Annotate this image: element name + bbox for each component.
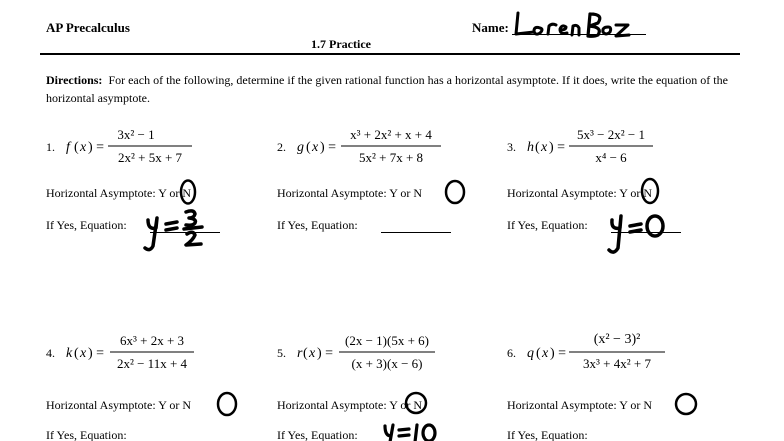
problem-2-circle-no: [442, 178, 468, 206]
worksheet-subtitle: 1.7 Practice: [311, 37, 371, 51]
name-label: Name:: [472, 20, 509, 35]
problem-1-function: [46, 124, 226, 170]
svg-text:3.: 3.: [507, 140, 516, 154]
svg-text:(x + 3)(x − 6): (x + 3)(x − 6): [351, 356, 423, 371]
svg-text:(: (: [536, 346, 541, 361]
problem-6-equation-label: If Yes, Equation:: [507, 428, 588, 441]
problem-2-ha-label: Horizontal Asymptote: Y or N: [277, 186, 423, 200]
problem-5-circle-yes: [402, 390, 430, 418]
svg-text:2.: 2.: [277, 140, 286, 154]
svg-text:3x² − 1: 3x² − 1: [117, 127, 155, 142]
problem-4-function: [46, 330, 236, 376]
problem-3-function: [507, 124, 687, 170]
svg-text:) =: ) =: [317, 346, 334, 361]
problem-5-answer-handwriting: [382, 422, 446, 441]
svg-text:g: g: [297, 140, 304, 155]
svg-text:x: x: [312, 140, 319, 155]
problem-2-function: [277, 124, 477, 170]
svg-text:4.: 4.: [46, 346, 55, 360]
svg-text:) =: ) =: [88, 140, 105, 155]
problem-6-function: [507, 322, 707, 376]
problem-1-circle-yes: [178, 178, 198, 206]
problem-2-equation-label: If Yes, Equation:: [277, 218, 358, 232]
problem-2-answer-line: [381, 232, 451, 233]
problem-3-ha-label: Horizontal Asymptote: Y or N: [507, 186, 653, 200]
svg-text:(: (: [74, 140, 79, 155]
svg-text:x³ + 2x² + x + 4: x³ + 2x² + x + 4: [350, 127, 432, 142]
svg-text:) =: ) =: [88, 346, 105, 361]
svg-text:(: (: [303, 346, 308, 361]
svg-text:(: (: [306, 140, 311, 155]
problem-1-answer-handwriting: [144, 206, 214, 254]
problem-3-equation-label: If Yes, Equation:: [507, 218, 588, 232]
problem-1-equation-label: If Yes, Equation:: [46, 218, 127, 232]
problem-4-equation-label: If Yes, Equation:: [46, 428, 127, 441]
svg-text:x: x: [541, 140, 548, 155]
problem-5-equation-label: If Yes, Equation:: [277, 428, 358, 441]
svg-text:(2x − 1)(5x + 6): (2x − 1)(5x + 6): [345, 333, 429, 348]
problem-3-circle-yes: [638, 176, 662, 206]
svg-text:5x³ − 2x² − 1: 5x³ − 2x² − 1: [577, 127, 645, 142]
directions-label: Directions:: [46, 73, 103, 87]
problem-5-ha-label: Horizontal Asymptote: Y or N: [277, 398, 423, 412]
svg-text:) =: ) =: [550, 346, 567, 361]
svg-text:x⁴ − 6: x⁴ − 6: [595, 150, 627, 165]
svg-text:f: f: [66, 140, 70, 155]
svg-text:(: (: [74, 346, 79, 361]
svg-text:2x² + 5x + 7: 2x² + 5x + 7: [117, 150, 183, 165]
directions: [46, 71, 746, 107]
problem-3-answer-handwriting: [608, 210, 672, 260]
svg-text:2x² − 11x + 4: 2x² − 11x + 4: [116, 356, 188, 371]
svg-text:q: q: [527, 346, 534, 361]
header-rule: [40, 53, 740, 55]
svg-text:x: x: [80, 346, 87, 361]
svg-text:1.: 1.: [46, 140, 55, 154]
svg-text:(x² − 3)²: (x² − 3)²: [593, 332, 641, 347]
svg-text:6.: 6.: [507, 346, 516, 360]
problem-5-function: [277, 330, 467, 376]
svg-text:) =: ) =: [320, 140, 337, 155]
svg-text:(: (: [535, 140, 540, 155]
svg-text:h: h: [527, 140, 534, 155]
svg-text:5x² + 7x + 8: 5x² + 7x + 8: [358, 150, 424, 165]
problem-1-ha-label: Horizontal Asymptote: Y or N: [46, 186, 192, 200]
svg-text:5.: 5.: [277, 346, 286, 360]
svg-text:k: k: [66, 346, 73, 361]
svg-text:3x³ + 4x² + 7: 3x³ + 4x² + 7: [583, 356, 651, 371]
student-name-signature: [512, 10, 632, 42]
svg-text:r: r: [297, 346, 303, 361]
directions-text: For each of the following, determine if the given rational function has a horizontal asymptote. If it does, write the equation of the horizontal asymptote.: [46, 73, 728, 105]
problem-6-circle-no: [672, 390, 700, 418]
svg-text:6x³ + 2x + 3: 6x³ + 2x + 3: [119, 333, 185, 348]
problem-4-ha-label: Horizontal Asymptote: Y or N: [46, 398, 192, 412]
svg-text:x: x: [542, 346, 549, 361]
svg-text:x: x: [80, 140, 87, 155]
svg-text:x: x: [309, 346, 316, 361]
svg-text:) =: ) =: [549, 140, 566, 155]
problem-6-ha-label: Horizontal Asymptote: Y or N: [507, 398, 653, 412]
course-title: AP Precalculus: [46, 20, 130, 35]
problem-4-circle-no: [214, 390, 240, 418]
